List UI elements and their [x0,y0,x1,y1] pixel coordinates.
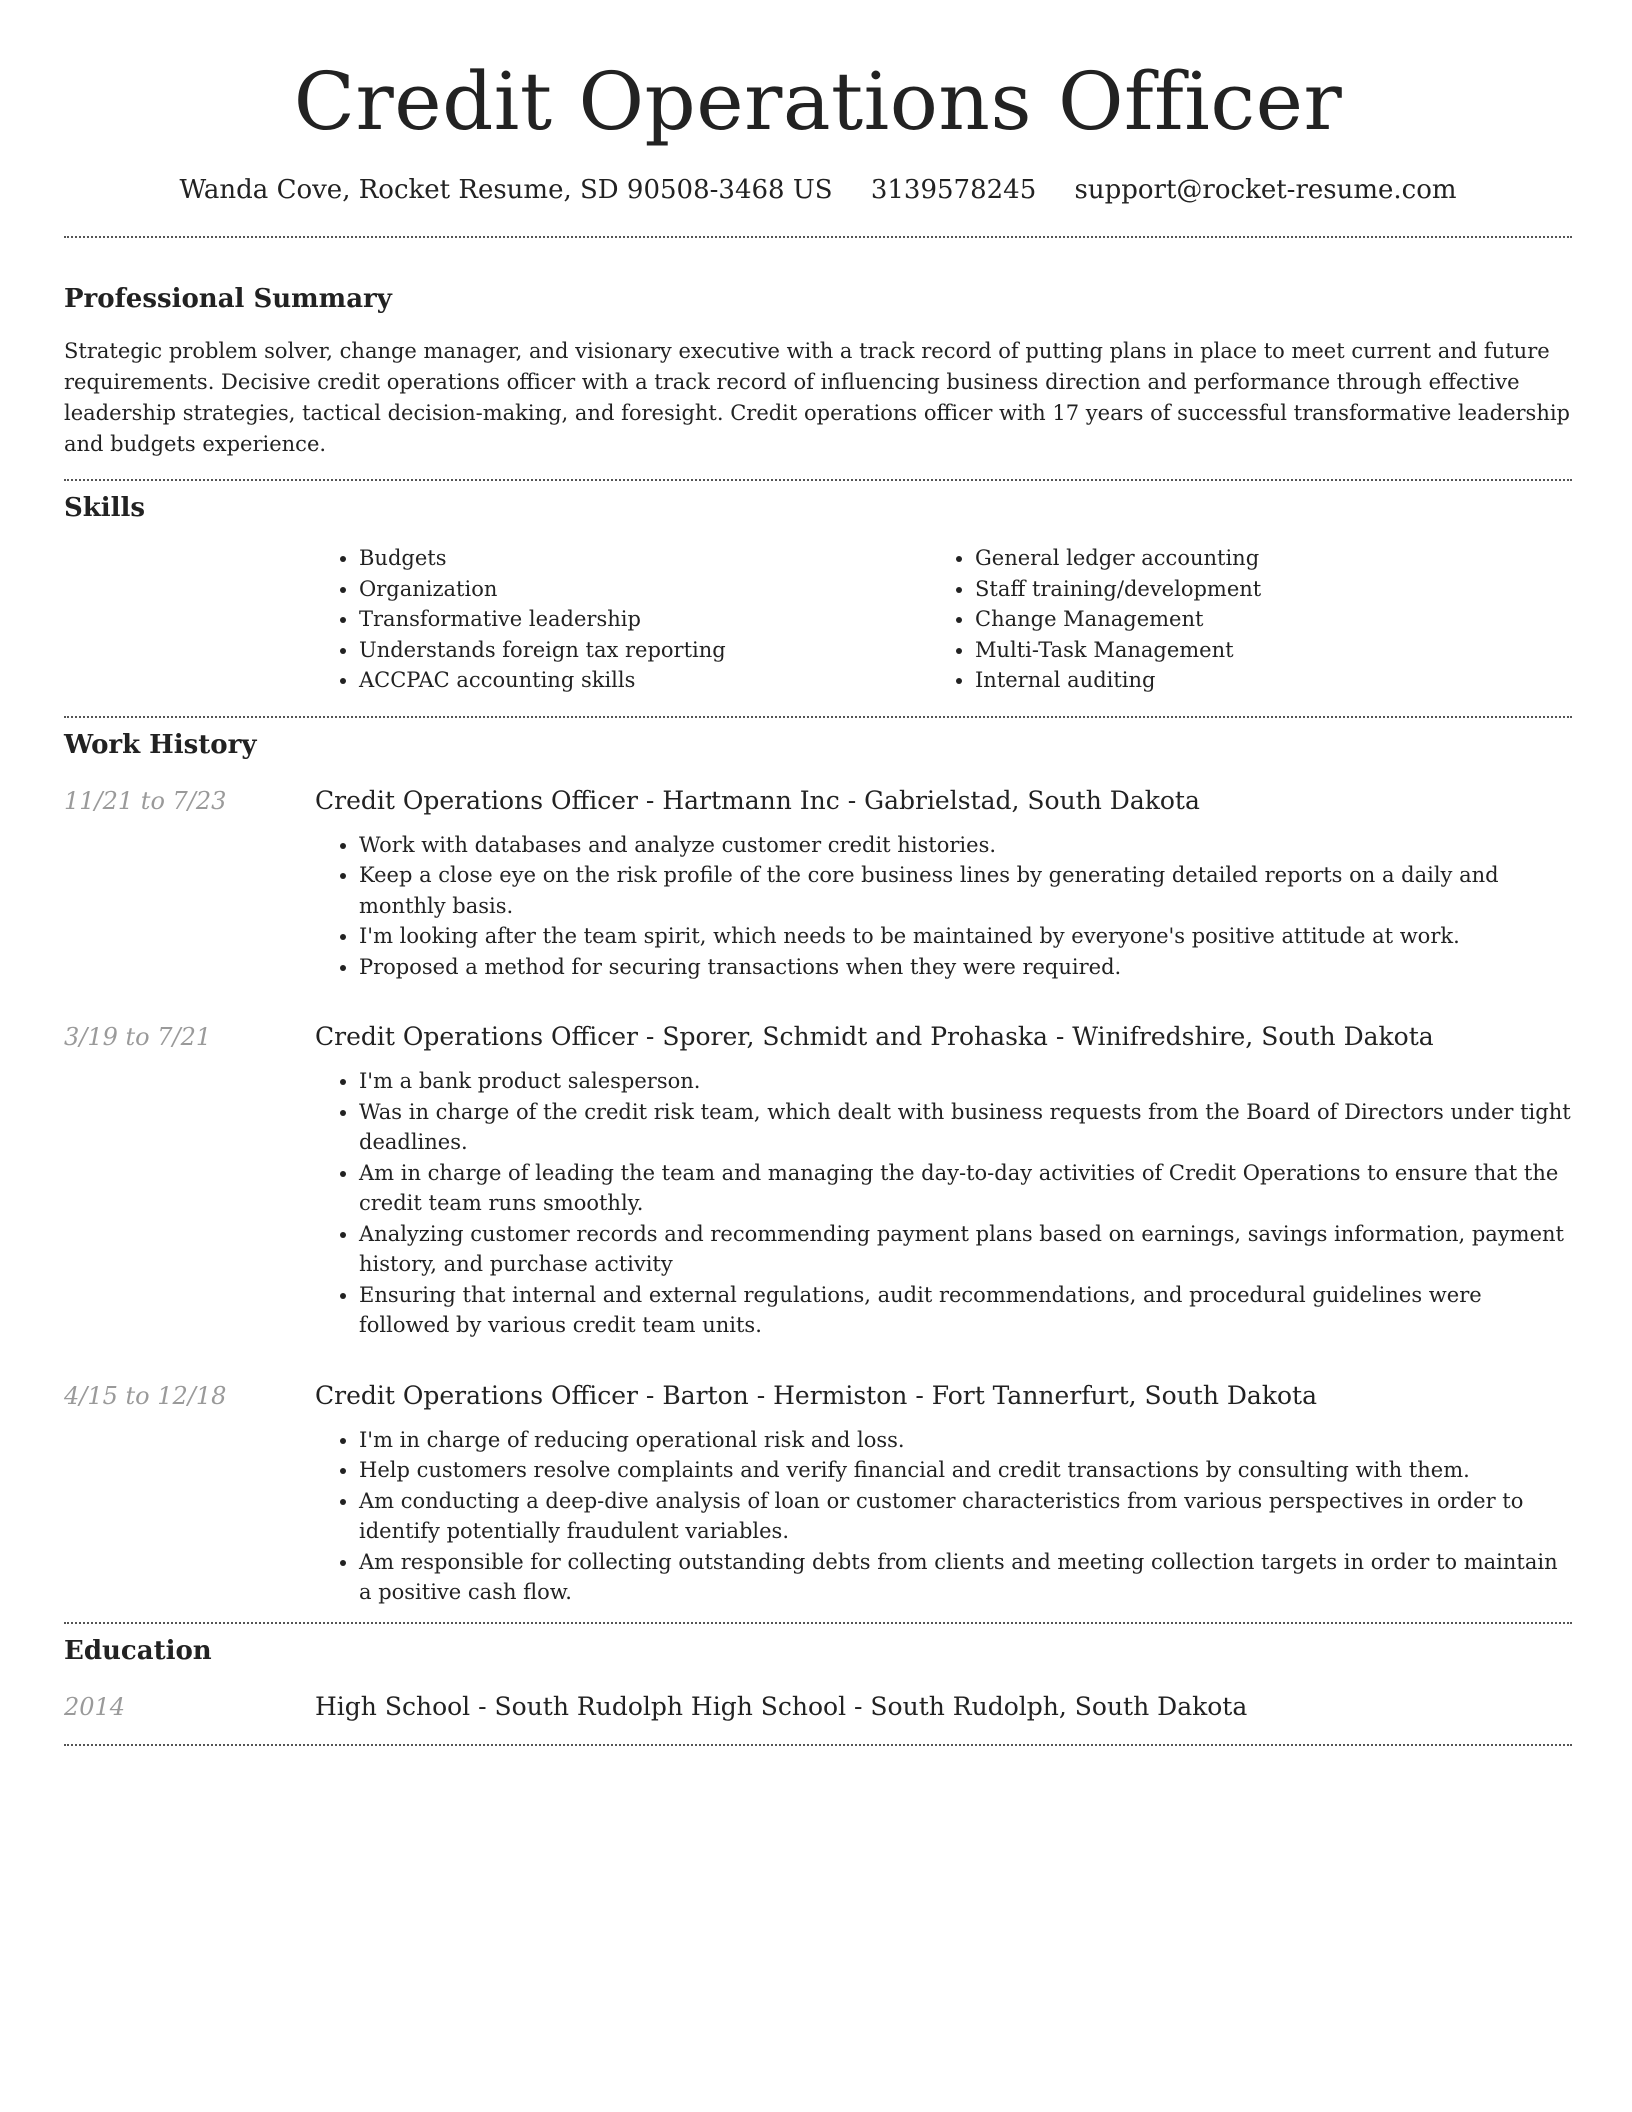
job-bullet: • Work with databases and analyze customer credit histories. [359,830,1572,861]
summary-heading: Professional Summary [64,284,392,314]
skill-item: • ACCPAC accounting skills [359,665,931,696]
job-entry [64,1379,1572,1608]
job-heading: Credit Operations Officer - Barton - Hermiston - Fort Tannerfurt, South Dakota [315,1380,1317,1410]
job-entry [64,784,1572,983]
skills-section [64,491,1572,696]
skill-item: • Budgets [359,543,931,574]
job-main [315,1379,1572,1608]
contact-phone: 3139578245 [870,175,1037,205]
contact-line [64,172,1572,208]
job-entry [64,1020,1572,1341]
skill-item: • Multi-Task Management [975,635,1261,666]
education-year: 2014 [64,1692,126,1721]
skills-list-left [315,543,931,696]
divider [64,1622,1572,1624]
job-main [315,784,1572,983]
job-bullet: • I'm looking after the team spirit, which needs to be maintained by everyone's positive attitude at work. [359,921,1572,952]
skills-heading: Skills [64,493,146,523]
job-bullet: • Analyzing customer records and recommending payment plans based on earnings, savings information, payment history, and purchase activity [359,1219,1572,1280]
skill-item: • Understands foreign tax reporting [359,635,931,666]
education-main [315,1690,1572,1724]
education-section [64,1634,1572,1724]
skills-grid [315,543,1572,696]
education-heading-line: High School - South Rudolph High School - South Rudolph, South Dakota [315,1691,1248,1721]
job-bullets [315,1425,1572,1608]
job-main [315,1020,1572,1341]
skill-item: • Organization [359,574,931,605]
job-bullets [315,830,1572,983]
job-dates: 3/19 to 7/21 [64,1023,212,1051]
job-bullet: • Was in charge of the credit risk team, which dealt with business requests from the Board of Directors under tight deadlines. [359,1097,1572,1158]
job-bullet: • Help customers resolve complaints and verify financial and credit transactions by consulting with them. [359,1455,1572,1486]
summary-text: Strategic problem solver, change manager, and visionary executive with a track record of putting plans in place to meet current and future requirements. Decisive credit operations officer with a track record of influencing business direction and performance through effective leadership strategies, tactical decision-making, and foresight. Credit operations officer with 17 years of successful transformative leadership and budgets experience. [64,339,1571,456]
skill-item: • General ledger accounting [975,543,1261,574]
work-section [64,728,1572,1608]
job-bullet: • Am responsible for collecting outstanding debts from clients and meeting collection targets in order to maintain a positive cash flow. [359,1547,1572,1608]
job-dates: 11/21 to 7/23 [64,786,227,815]
job-heading: Credit Operations Officer - Sporer, Schmidt and Prohaska - Winifredshire, South Dakota [315,1022,1434,1051]
resume-page [64,0,1572,1746]
contact-email[interactable]: support@rocket-resume.com [1074,175,1457,205]
skill-item: • Change Management [975,604,1261,635]
job-bullet: • I'm in charge of reducing operational risk and loss. [359,1425,1572,1456]
work-heading: Work History [64,729,257,760]
education-entry [64,1690,1572,1724]
divider [64,479,1572,481]
skills-list-right [931,543,1261,696]
job-bullet: • Am conducting a deep-dive analysis of loan or customer characteristics from various perspectives in order to identify potentially fraudulent variables. [359,1486,1572,1547]
divider [64,716,1572,718]
education-heading: Education [64,1635,212,1666]
resume-title: Credit Operations Officer [293,55,1343,148]
skill-item: • Transformative leadership [359,604,931,635]
job-dates: 4/15 to 12/18 [64,1381,227,1410]
summary-section [64,282,1572,460]
job-bullet: • Proposed a method for securing transactions when they were required. [359,952,1572,983]
divider [64,236,1572,238]
job-bullet: • Am in charge of leading the team and managing the day-to-day activities of Credit Operations to ensure that the credit team runs smoothly. [359,1158,1572,1219]
skill-item: • Internal auditing [975,665,1261,696]
job-heading: Credit Operations Officer - Hartmann Inc - Gabrielstad, South Dakota [315,785,1200,815]
job-bullet: • Keep a close eye on the risk profile of the core business lines by generating detailed reports on a daily and monthly basis. [359,860,1572,921]
skill-item: • Staff training/development [975,574,1261,605]
job-bullets [315,1066,1572,1341]
contact-address: Wanda Cove, Rocket Resume, SD 90508-3468 US [179,175,833,205]
divider [64,1744,1572,1746]
job-bullet: • Ensuring that internal and external regulations, audit recommendations, and procedural guidelines were followed by various credit team units. [359,1280,1572,1341]
job-bullet: • I'm a bank product salesperson. [359,1066,1572,1097]
